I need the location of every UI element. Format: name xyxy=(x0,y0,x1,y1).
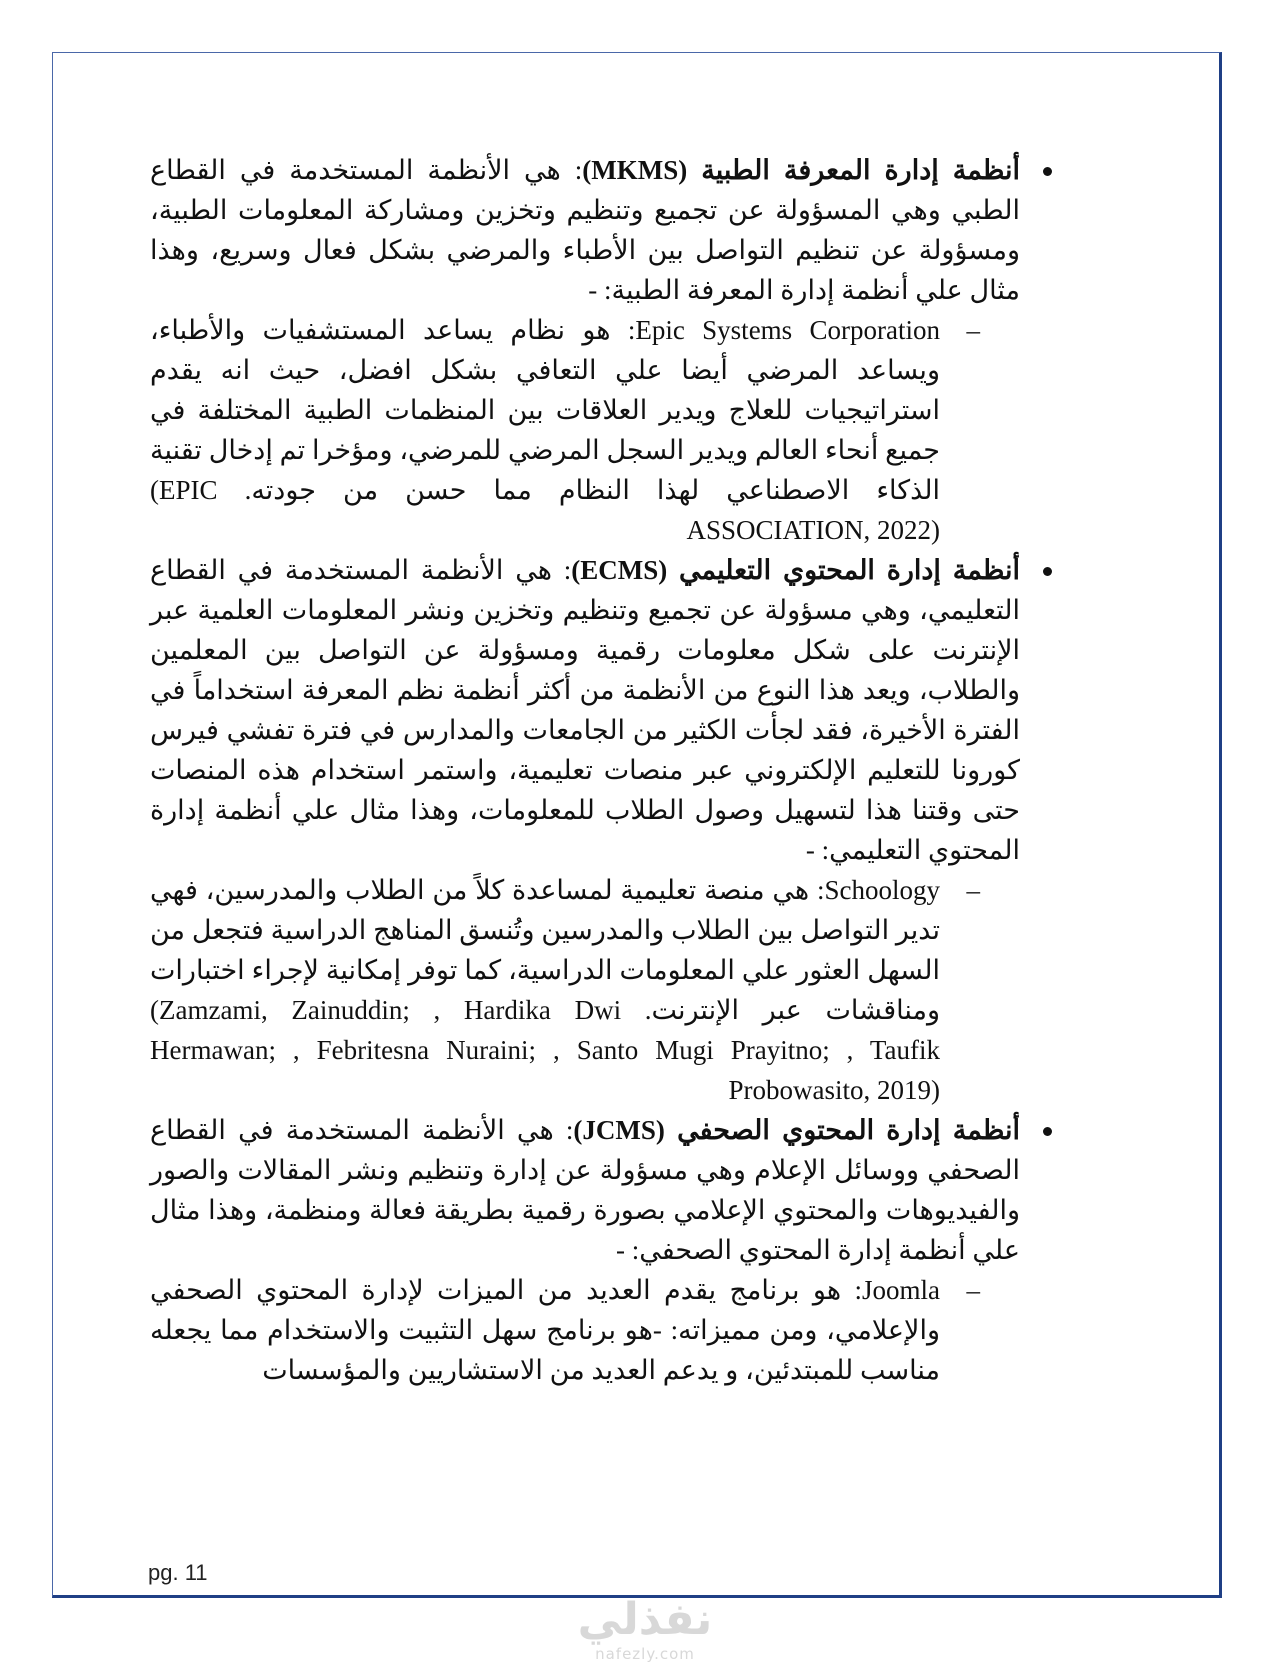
bullet-jcms xyxy=(150,1110,1020,1270)
epic-citation: (EPIC ASSOCIATION, 2022) xyxy=(150,475,940,545)
schoology-citation: (Zamzami, Zainuddin; , Hardika Dwi Hermawan; , Febritesna Nuraini; , Santo Mugi Prayitno; , Taufik Probowasito, 2019) xyxy=(150,995,940,1105)
dash-marker: – xyxy=(966,875,980,905)
subitem-joomla xyxy=(150,1270,980,1390)
watermark xyxy=(530,1595,760,1663)
joomla-name: Joomla xyxy=(862,1275,940,1305)
watermark-url: nafezly.com xyxy=(595,1645,695,1663)
bullet-mkms xyxy=(150,150,1020,310)
ecms-title: أنظمة إدارة المحتوي التعليمي (ECMS) xyxy=(571,555,1020,585)
bullet-dot xyxy=(1043,167,1052,176)
schoology-name: Schoology xyxy=(824,875,940,905)
bullet-dot xyxy=(1043,1127,1052,1136)
jcms-body: : هي الأنظمة المستخدمة في القطاع الصحفي ووسائل الإعلام وهي مسؤولة عن إدارة وتنظيم ونشر المقالات والصور والفيديوهات والمحتوي الإعلامي بصورة رقمية بطريقة فعالة ومنظمة، وهذا مثال علي أنظمة إدارة المحتوي الصحفي: - xyxy=(150,1115,1020,1265)
subitem-schoology xyxy=(150,870,980,1110)
watermark-logo-text: نفذلي xyxy=(577,1594,713,1645)
ecms-body: : هي الأنظمة المستخدمة في القطاع التعليمي، وهي مسؤولة عن تجميع وتنظيم وتخزين ونشر المعلومات العلمية عبر الإنترنت على شكل معلومات رقمية ومسؤولة عن التواصل بين المعلمين والطلاب، ويعد هذا النوع من الأنظمة من أكثر أنظمة نظم المعرفة استخداماً في الفترة الأخيرة، فقد لجأت الكثير من الجامعات والمدارس في فترة تفشي فيرس كورونا للتعليم الإلكتروني عبر منصات تعليمية، واستمر استخدام هذه المنصات حتى وقتنا هذا لتسهيل وصول الطلاب للمعلومات، وهذا مثال علي أنظمة إدارة المحتوي التعليمي: - xyxy=(150,555,1020,865)
jcms-title: أنظمة إدارة المحتوي الصحفي (JCMS) xyxy=(573,1115,1020,1145)
joomla-body: : هو برنامج يقدم العديد من الميزات لإدارة المحتوي الصحفي والإعلامي، ومن مميزاته: -هو برنامج سهل التثبيت والاستخدام مما يجعله مناسب للمبتدئين، و يدعم العديد من الاستشاريين والمؤسسات xyxy=(150,1275,940,1385)
document-body xyxy=(150,150,1020,1390)
subitem-epic xyxy=(150,310,980,550)
bullet-dot xyxy=(1043,567,1052,576)
epic-body: : هو نظام يساعد المستشفيات والأطباء، ويساعد المرضي أيضا علي التعافي بشكل افضل، حيث انه يقدم استراتيجيات للعلاج ويدير العلاقات بين المنظمات الطبية المختلفة في جميع أنحاء العالم ويدير السجل المرضي للمرضي، ومؤخرا تم إدخال تقنية الذكاء الاصطناعي لهذا النظام مما حسن من جودته. xyxy=(150,315,940,505)
dash-marker: – xyxy=(966,1275,980,1305)
dash-marker: – xyxy=(966,315,980,345)
mkms-body: : هي الأنظمة المستخدمة في القطاع الطبي وهي المسؤولة عن تجميع وتنظيم وتخزين ومشاركة المعلومات الطبية، ومسؤولة عن تنظيم التواصل بين الأطباء والمرضي بشكل فعال وسريع، وهذا مثال علي أنظمة إدارة المعرفة الطبية: - xyxy=(150,155,1020,305)
mkms-title: أنظمة إدارة المعرفة الطبية (MKMS) xyxy=(582,155,1020,185)
bullet-ecms xyxy=(150,550,1020,870)
schoology-body: : هي منصة تعليمية لمساعدة كلاً من الطلاب والمدرسين، فهي تدير التواصل بين الطلاب والمدرسين وتُنسق المناهج الدراسية فتجعل من السهل العثور علي المعلومات الدراسية، كما توفر إمكانية لإجراء اختبارات ومناقشات عبر الإنترنت. xyxy=(150,875,940,1025)
epic-name: Epic Systems Corporation xyxy=(635,315,940,345)
page-number: pg. 11 xyxy=(148,1560,208,1585)
